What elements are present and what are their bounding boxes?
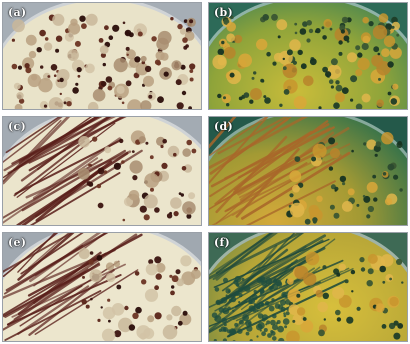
panel-label-d: (d) xyxy=(214,120,234,133)
petri-dish-f xyxy=(209,233,408,342)
panel-c xyxy=(2,116,202,226)
panel-f xyxy=(208,232,408,342)
petri-dish-c xyxy=(3,117,202,226)
petri-dish-e xyxy=(3,233,202,342)
panel-e xyxy=(2,232,202,342)
panel-b xyxy=(208,2,408,110)
petri-dish-d xyxy=(209,117,408,226)
panel-a xyxy=(2,2,202,110)
panel-d xyxy=(208,116,408,226)
panel-label-f: (f) xyxy=(214,236,231,249)
panel-label-c: (c) xyxy=(8,120,27,133)
panel-label-e: (e) xyxy=(8,236,27,249)
petri-dish-a xyxy=(3,3,202,110)
panel-label-a: (a) xyxy=(8,6,27,19)
petri-dish-b xyxy=(209,3,408,110)
panel-label-b: (b) xyxy=(214,6,234,19)
